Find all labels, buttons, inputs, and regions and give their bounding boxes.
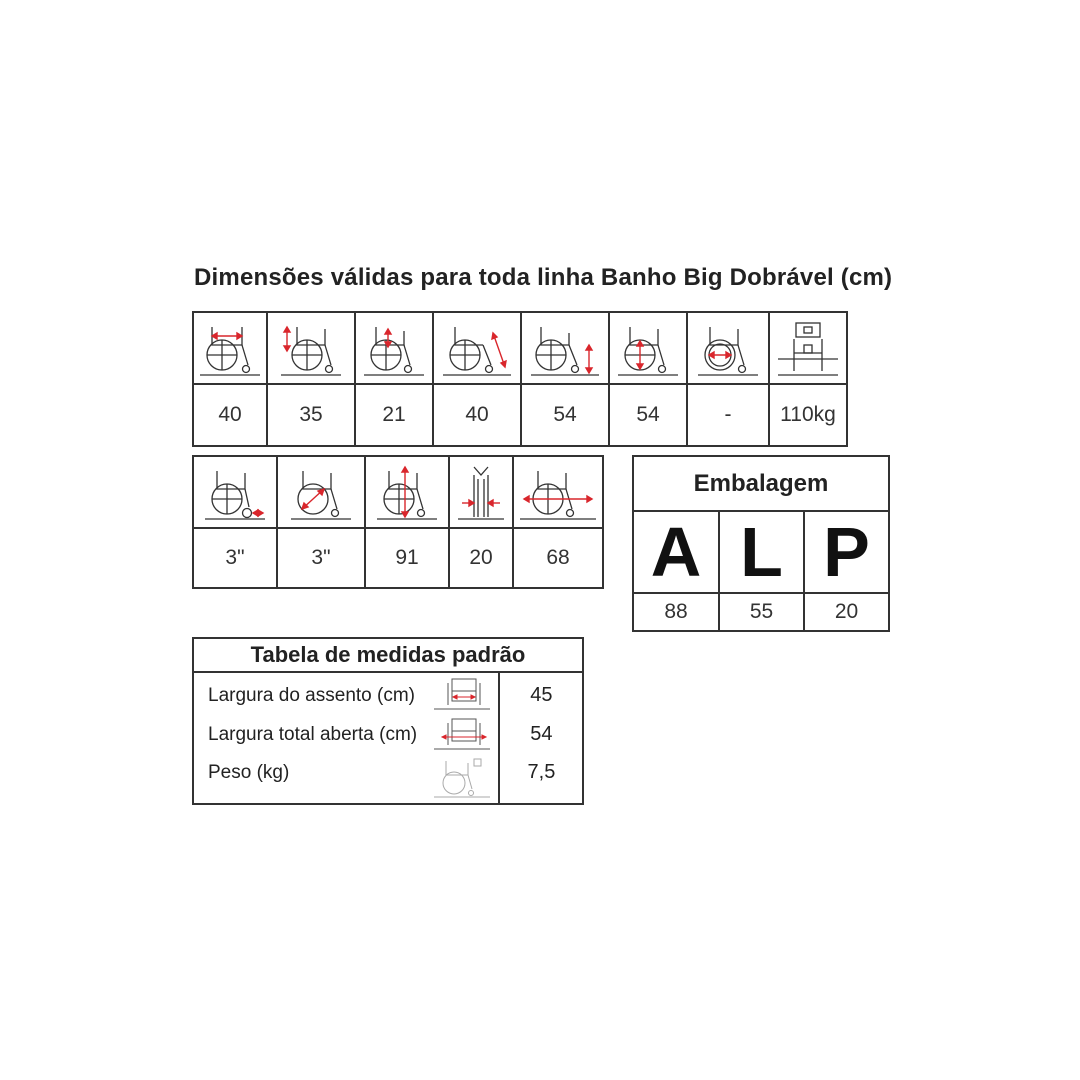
row-label-open-width: Largura total aberta (cm): [208, 724, 418, 745]
value-cell: 20: [449, 528, 513, 588]
value-cell: 35: [267, 384, 355, 446]
packaging-value-p: 20: [804, 593, 889, 631]
value-cell: 21: [355, 384, 433, 446]
value-cell: 68: [513, 528, 603, 588]
row-value-seat-width: 45: [530, 684, 553, 706]
packaging-value-l: 55: [719, 593, 804, 631]
value-cell: 3": [193, 528, 277, 588]
value-cell: 54: [609, 384, 687, 446]
rear-wheel-icon: [277, 456, 365, 528]
packaging-heading: Embalagem: [633, 456, 889, 511]
dimensions-table-1: [192, 311, 848, 447]
page-title: Dimensões válidas para toda linha Banho Big Dobrável (cm): [194, 264, 893, 291]
overall-length-icon: [513, 456, 603, 528]
packaging-value-a: 88: [633, 593, 719, 631]
total-height-icon: [521, 312, 609, 384]
value-cell: 40: [193, 384, 267, 446]
folded-width-icon: [449, 456, 513, 528]
row-value-weight: 7,5: [527, 761, 556, 783]
armrest-height-icon: [355, 312, 433, 384]
value-cell: 91: [365, 528, 449, 588]
row-value-open-width: 54: [530, 723, 553, 745]
value-cell: 54: [521, 384, 609, 446]
packaging-letter-l: L: [719, 511, 804, 593]
wheel-diameter-icon: [609, 312, 687, 384]
front-caster-icon: [193, 456, 277, 528]
row-label-seat-width: Largura do assento (cm): [208, 685, 415, 706]
value-cell: 110kg: [769, 384, 847, 446]
footrest-length-icon: [433, 312, 521, 384]
packaging-letter-p: P: [804, 511, 889, 593]
standard-labels-cell: [193, 672, 499, 804]
seat-height-icon: [267, 312, 355, 384]
value-cell: -: [687, 384, 769, 446]
open-width-icon: [434, 715, 490, 753]
standard-measures-table: [192, 637, 584, 805]
hand-rim-icon: [687, 312, 769, 384]
value-cell: 3": [277, 528, 365, 588]
value-cell: 40: [433, 384, 521, 446]
standard-values-cell: [499, 672, 583, 804]
overall-height-icon: [365, 456, 449, 528]
dimensions-table-2: [192, 455, 604, 589]
seat-width-icon: [434, 675, 490, 713]
row-label-weight: Peso (kg): [208, 762, 290, 783]
weight-icon: [434, 755, 490, 799]
max-load-icon: [769, 312, 847, 384]
seat-depth-icon: [193, 312, 267, 384]
packaging-letter-a: A: [633, 511, 719, 593]
packaging-table: [632, 455, 890, 632]
standard-table-heading: Tabela de medidas padrão: [193, 638, 583, 672]
